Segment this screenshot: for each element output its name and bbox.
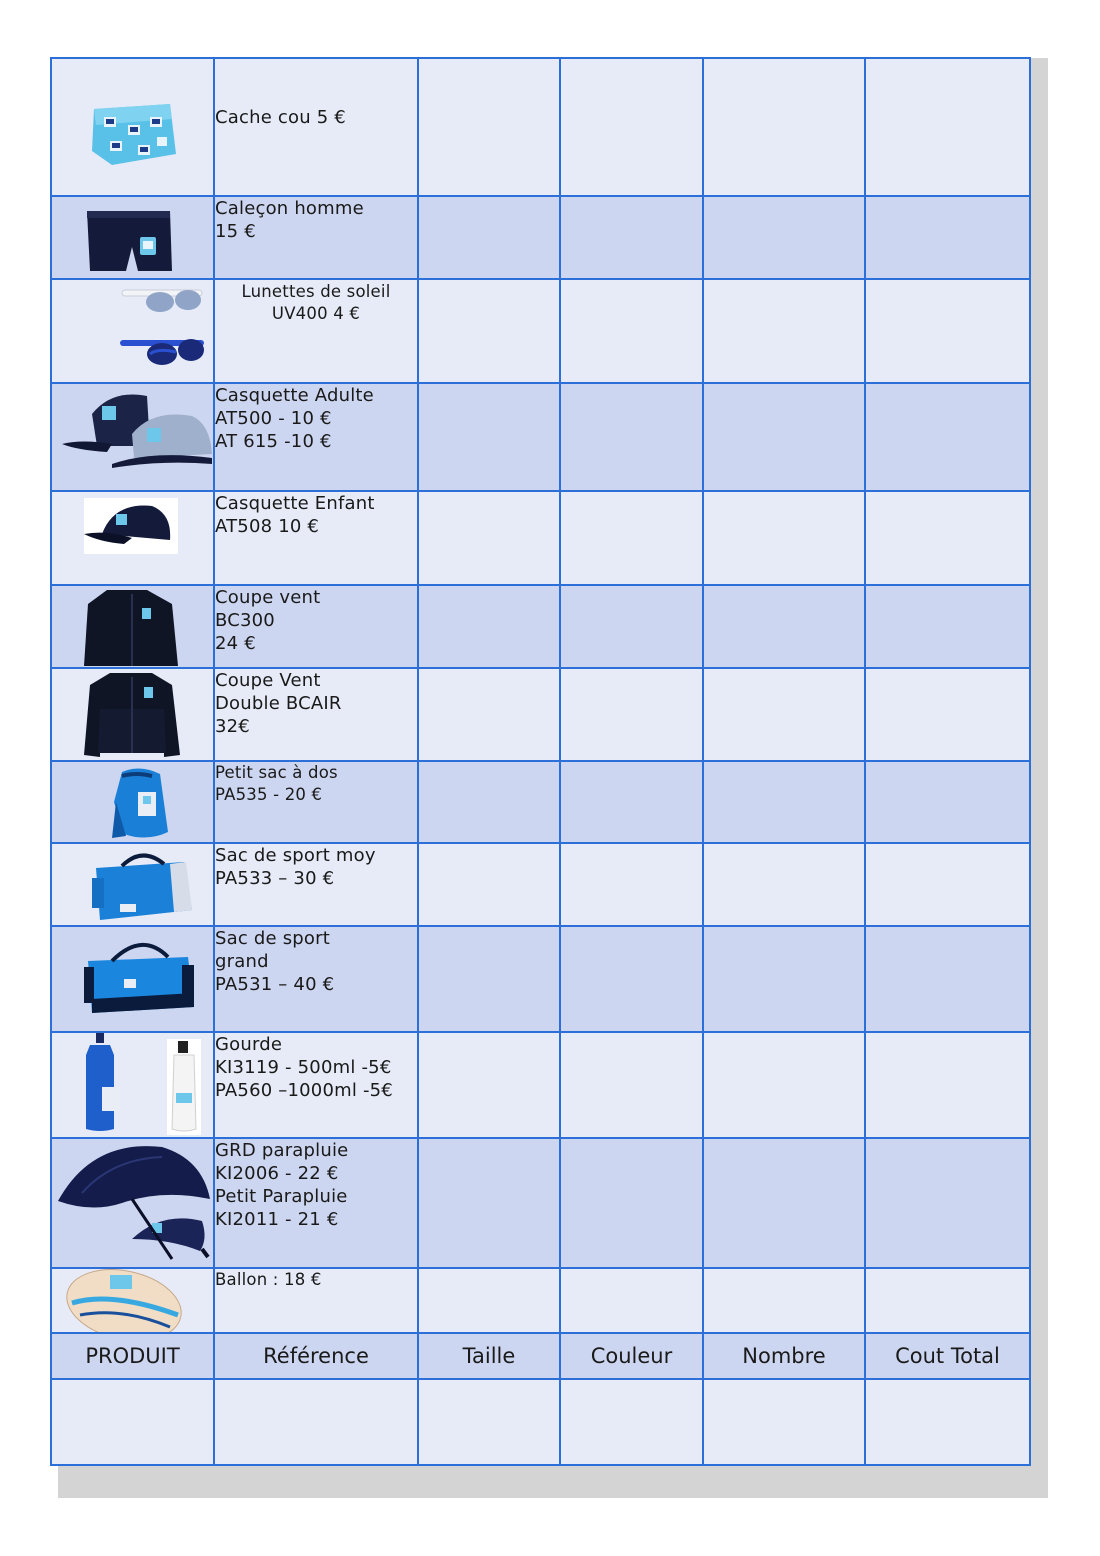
cout-total-input-cell[interactable] <box>865 1268 1030 1333</box>
product-image-cell <box>51 843 214 926</box>
couleur-input-cell[interactable] <box>560 1138 703 1268</box>
nombre-input-cell[interactable] <box>703 196 865 279</box>
product-line: Petit sac à dos <box>215 763 338 782</box>
cout-total-input-cell[interactable] <box>865 926 1030 1032</box>
product-image-cell <box>51 585 214 668</box>
product-image-cell <box>51 668 214 761</box>
product-image-cell <box>51 491 214 585</box>
nombre-input-cell[interactable] <box>703 668 865 761</box>
water-bottles-image <box>52 1033 214 1138</box>
taille-input-cell[interactable] <box>418 1032 560 1138</box>
cout-total-input-cell[interactable] <box>865 1138 1030 1268</box>
product-row <box>51 926 1030 1032</box>
couleur-input-cell[interactable] <box>560 279 703 383</box>
product-line: grand <box>215 951 269 972</box>
couleur-input-cell[interactable] <box>560 383 703 491</box>
product-line: AT 615 -10 € <box>215 431 332 452</box>
product-line: AT500 - 10 € <box>215 408 332 429</box>
sunglasses-image <box>52 280 214 383</box>
product-line: Sac de sport moy <box>215 845 376 866</box>
nombre-input-cell[interactable] <box>703 843 865 926</box>
product-line: Coupe vent <box>215 587 321 608</box>
taille-input-cell[interactable] <box>418 761 560 843</box>
product-row <box>51 279 1030 383</box>
product-image-cell <box>51 383 214 491</box>
header-nombre: Nombre <box>703 1333 865 1379</box>
header-couleur: Couleur <box>560 1333 703 1379</box>
product-line: Casquette Enfant <box>215 493 375 514</box>
boxer-shorts-image <box>52 197 214 279</box>
product-line: Lunettes de soleil <box>241 282 391 301</box>
product-line: Petit Parapluie <box>215 1186 348 1207</box>
taille-input-cell[interactable] <box>418 491 560 585</box>
taille-input-cell[interactable] <box>418 1268 560 1333</box>
cout-total-input-cell[interactable] <box>865 196 1030 279</box>
product-image-cell <box>51 1138 214 1268</box>
product-line: KI2006 - 22 € <box>215 1163 339 1184</box>
cout-total-input-cell[interactable] <box>865 58 1030 196</box>
product-row <box>51 585 1030 668</box>
column-header-row <box>51 1333 1030 1379</box>
taille-input-cell[interactable] <box>418 668 560 761</box>
taille-input-cell[interactable] <box>418 926 560 1032</box>
product-reference-cell <box>214 196 418 279</box>
product-row <box>51 761 1030 843</box>
nombre-input-cell[interactable] <box>703 279 865 383</box>
windbreaker-image <box>52 586 214 668</box>
product-row <box>51 668 1030 761</box>
cout-total-input-cell[interactable] <box>865 383 1030 491</box>
product-reference-cell <box>214 58 418 196</box>
product-image-cell <box>51 1268 214 1333</box>
product-row <box>51 1138 1030 1268</box>
couleur-input-cell[interactable] <box>560 585 703 668</box>
product-line: Double BCAIR <box>215 693 342 714</box>
product-line: BC300 <box>215 610 275 631</box>
header-produit: PRODUIT <box>51 1333 214 1379</box>
taille-input-cell[interactable] <box>418 843 560 926</box>
product-row <box>51 1268 1030 1333</box>
cout-total-input-cell[interactable] <box>865 761 1030 843</box>
blank-taille-cell[interactable] <box>418 1379 560 1465</box>
blank-entry-row <box>51 1379 1030 1465</box>
taille-input-cell[interactable] <box>418 279 560 383</box>
product-image-cell <box>51 196 214 279</box>
product-line: Sac de sport <box>215 928 330 949</box>
couleur-input-cell[interactable] <box>560 761 703 843</box>
product-reference-cell <box>214 668 418 761</box>
adult-caps-image <box>52 384 214 491</box>
product-line: Caleçon homme <box>215 198 364 219</box>
nombre-input-cell[interactable] <box>703 1032 865 1138</box>
product-line: Casquette Adulte <box>215 385 374 406</box>
nombre-input-cell[interactable] <box>703 585 865 668</box>
product-line: KI2011 - 21 € <box>215 1209 339 1230</box>
umbrellas-image <box>52 1139 214 1268</box>
taille-input-cell[interactable] <box>418 585 560 668</box>
product-line: GRD parapluie <box>215 1140 349 1161</box>
product-row <box>51 58 1030 196</box>
product-row <box>51 491 1030 585</box>
product-image-cell <box>51 1032 214 1138</box>
nombre-input-cell[interactable] <box>703 1138 865 1268</box>
product-line: PA535 - 20 € <box>215 785 323 804</box>
blank-nombre-cell[interactable] <box>703 1379 865 1465</box>
product-reference-cell <box>214 1032 418 1138</box>
blank-cout-total-cell[interactable] <box>865 1379 1030 1465</box>
cout-total-input-cell[interactable] <box>865 585 1030 668</box>
product-row <box>51 1032 1030 1138</box>
nombre-input-cell[interactable] <box>703 491 865 585</box>
product-reference-cell <box>214 491 418 585</box>
cout-total-input-cell[interactable] <box>865 279 1030 383</box>
product-line: PA560 –1000ml -5€ <box>215 1080 393 1101</box>
nombre-input-cell[interactable] <box>703 58 865 196</box>
taille-input-cell[interactable] <box>418 196 560 279</box>
couleur-input-cell[interactable] <box>560 491 703 585</box>
nombre-input-cell[interactable] <box>703 926 865 1032</box>
product-line: AT508 10 € <box>215 516 320 537</box>
product-row <box>51 383 1030 491</box>
couleur-input-cell[interactable] <box>560 843 703 926</box>
nombre-input-cell[interactable] <box>703 383 865 491</box>
product-row <box>51 843 1030 926</box>
product-reference-cell <box>214 279 418 383</box>
product-line: 24 € <box>215 633 256 654</box>
product-line: Cache cou 5 € <box>215 107 346 128</box>
product-reference-cell <box>214 926 418 1032</box>
taille-input-cell[interactable] <box>418 1138 560 1268</box>
product-image-cell <box>51 58 214 196</box>
product-line: 32€ <box>215 716 250 737</box>
cout-total-input-cell[interactable] <box>865 1032 1030 1138</box>
product-image-cell <box>51 279 214 383</box>
header-reference: Référence <box>214 1333 418 1379</box>
product-line: Gourde <box>215 1034 283 1055</box>
product-reference-cell <box>214 1138 418 1268</box>
order-form-table <box>50 57 1031 1466</box>
product-reference-cell <box>214 1268 418 1333</box>
product-line: PA533 – 30 € <box>215 868 335 889</box>
blank-couleur-cell[interactable] <box>560 1379 703 1465</box>
product-reference-cell <box>214 843 418 926</box>
product-reference-cell <box>214 383 418 491</box>
taille-input-cell[interactable] <box>418 383 560 491</box>
blank-produit-cell[interactable] <box>51 1379 214 1465</box>
couleur-input-cell[interactable] <box>560 196 703 279</box>
cout-total-input-cell[interactable] <box>865 491 1030 585</box>
product-image-cell <box>51 926 214 1032</box>
taille-input-cell[interactable] <box>418 58 560 196</box>
product-reference-cell <box>214 585 418 668</box>
rugby-ball-image <box>52 1269 214 1333</box>
neck-gaiter-image <box>52 59 214 196</box>
nombre-input-cell[interactable] <box>703 1268 865 1333</box>
product-image-cell <box>51 761 214 843</box>
product-line: Ballon : 18 € <box>215 1270 322 1289</box>
product-line: PA531 – 40 € <box>215 974 335 995</box>
cout-total-input-cell[interactable] <box>865 668 1030 761</box>
child-cap-image <box>52 492 214 585</box>
medium-sport-bag-image <box>52 844 214 926</box>
product-row <box>51 196 1030 279</box>
product-line: 15 € <box>215 221 256 242</box>
product-line: Coupe Vent <box>215 670 321 691</box>
couleur-input-cell[interactable] <box>560 926 703 1032</box>
blank-reference-cell[interactable] <box>214 1379 418 1465</box>
double-windbreaker-image <box>52 669 214 761</box>
nombre-input-cell[interactable] <box>703 761 865 843</box>
cout-total-input-cell[interactable] <box>865 843 1030 926</box>
product-line: KI3119 - 500ml -5€ <box>215 1057 392 1078</box>
product-line: UV400 4 € <box>271 304 361 323</box>
couleur-input-cell[interactable] <box>560 1032 703 1138</box>
couleur-input-cell[interactable] <box>560 668 703 761</box>
header-cout-total: Cout Total <box>865 1333 1030 1379</box>
couleur-input-cell[interactable] <box>560 1268 703 1333</box>
small-backpack-image <box>52 762 214 843</box>
header-taille: Taille <box>418 1333 560 1379</box>
product-reference-cell <box>214 761 418 843</box>
large-sport-bag-image <box>52 927 214 1032</box>
couleur-input-cell[interactable] <box>560 58 703 196</box>
